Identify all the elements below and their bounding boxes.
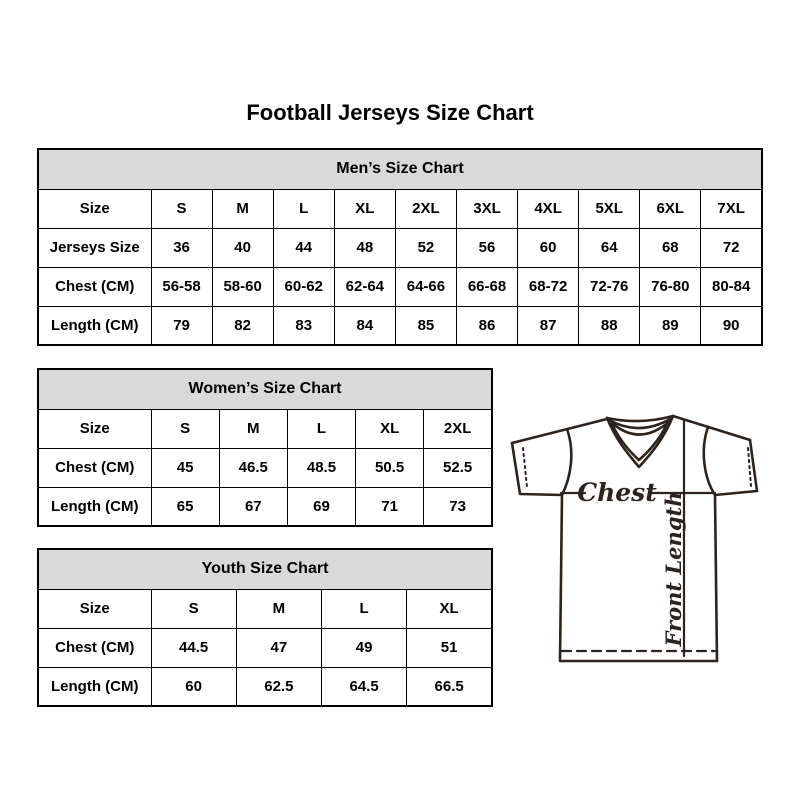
value-cell: 71 <box>356 487 424 526</box>
header-cell: L <box>273 189 334 228</box>
value-cell: 52.5 <box>424 448 492 487</box>
value-cell: 85 <box>395 306 456 345</box>
value-cell: 80-84 <box>701 267 762 306</box>
data-row <box>38 228 762 267</box>
value-cell: 65 <box>151 487 219 526</box>
header-cell: Size <box>38 589 151 628</box>
value-cell: 45 <box>151 448 219 487</box>
value-cell: 50.5 <box>356 448 424 487</box>
header-cell: S <box>151 189 212 228</box>
data-row <box>38 267 762 306</box>
value-cell: 69 <box>287 487 355 526</box>
header-cell: XL <box>334 189 395 228</box>
header-cell: L <box>322 589 407 628</box>
value-cell: 84 <box>334 306 395 345</box>
value-cell: 67 <box>219 487 287 526</box>
header-cell: XL <box>407 589 492 628</box>
front-length-label: Front Length <box>661 491 686 647</box>
jersey-collar-back-1 <box>607 416 673 421</box>
value-cell: 66.5 <box>407 667 492 706</box>
value-cell: 68-72 <box>518 267 579 306</box>
table-caption-row <box>38 369 492 409</box>
header-cell: 2XL <box>395 189 456 228</box>
header-cell: Length (CM) <box>38 667 151 706</box>
header-cell: 2XL <box>424 409 492 448</box>
value-cell: 49 <box>322 628 407 667</box>
page-title: Football Jerseys Size Chart <box>246 100 534 125</box>
value-cell: 60-62 <box>273 267 334 306</box>
header-cell: M <box>219 409 287 448</box>
header-cell: Chest (CM) <box>38 448 151 487</box>
value-cell: 51 <box>407 628 492 667</box>
jersey-left-sleeve <box>512 443 562 495</box>
value-cell: 62.5 <box>236 667 321 706</box>
header-cell: S <box>151 589 236 628</box>
womens-size-table <box>37 368 493 527</box>
header-cell: Size <box>38 409 151 448</box>
header-cell: S <box>151 409 219 448</box>
header-cell: 3XL <box>456 189 517 228</box>
value-cell: 82 <box>212 306 273 345</box>
value-cell: 60 <box>151 667 236 706</box>
header-cell: 4XL <box>518 189 579 228</box>
jersey-left-armhole <box>562 429 571 495</box>
value-cell: 73 <box>424 487 492 526</box>
header-cell: Length (CM) <box>38 306 151 345</box>
jersey-right-armhole <box>704 427 715 495</box>
jersey-body <box>560 495 717 661</box>
value-cell: 83 <box>273 306 334 345</box>
value-cell: 56 <box>456 228 517 267</box>
header-cell: XL <box>356 409 424 448</box>
header-cell: Size <box>38 189 151 228</box>
header-cell: 7XL <box>701 189 762 228</box>
value-cell: 36 <box>151 228 212 267</box>
jersey-right-cuff-stitch <box>748 448 751 486</box>
value-cell: 40 <box>212 228 273 267</box>
value-cell: 52 <box>395 228 456 267</box>
table-title: Women’s Size Chart <box>38 369 492 409</box>
value-cell: 44.5 <box>151 628 236 667</box>
value-cell: 89 <box>640 306 701 345</box>
value-cell: 72 <box>701 228 762 267</box>
value-cell: 60 <box>518 228 579 267</box>
header-cell: Jerseys Size <box>38 228 151 267</box>
column-header-row <box>38 409 492 448</box>
data-row <box>38 306 762 345</box>
data-row <box>38 487 492 526</box>
table-caption-row <box>38 149 762 189</box>
data-row <box>38 628 492 667</box>
column-header-row <box>38 189 762 228</box>
value-cell: 56-58 <box>151 267 212 306</box>
mens-size-table <box>37 148 763 346</box>
value-cell: 48.5 <box>287 448 355 487</box>
value-cell: 48 <box>334 228 395 267</box>
header-cell: 5XL <box>579 189 640 228</box>
data-row <box>38 448 492 487</box>
table-title: Men’s Size Chart <box>38 149 762 189</box>
header-cell: M <box>236 589 321 628</box>
value-cell: 72-76 <box>579 267 640 306</box>
value-cell: 58-60 <box>212 267 273 306</box>
header-cell: M <box>212 189 273 228</box>
youth-size-table <box>37 548 493 707</box>
table-title: Youth Size Chart <box>38 549 492 589</box>
header-cell: Chest (CM) <box>38 267 151 306</box>
column-header-row <box>38 589 492 628</box>
data-row <box>38 667 492 706</box>
value-cell: 90 <box>701 306 762 345</box>
value-cell: 47 <box>236 628 321 667</box>
value-cell: 64 <box>579 228 640 267</box>
jersey-left-shoulder <box>512 419 607 443</box>
value-cell: 88 <box>579 306 640 345</box>
value-cell: 64.5 <box>322 667 407 706</box>
value-cell: 79 <box>151 306 212 345</box>
value-cell: 64-66 <box>395 267 456 306</box>
value-cell: 66-68 <box>456 267 517 306</box>
header-cell: 6XL <box>640 189 701 228</box>
value-cell: 44 <box>273 228 334 267</box>
value-cell: 76-80 <box>640 267 701 306</box>
jersey-measurement-diagram <box>500 398 780 678</box>
chest-label: Chest <box>577 478 657 507</box>
value-cell: 62-64 <box>334 267 395 306</box>
value-cell: 68 <box>640 228 701 267</box>
value-cell: 86 <box>456 306 517 345</box>
jersey-left-cuff-stitch <box>523 448 527 487</box>
header-cell: Length (CM) <box>38 487 151 526</box>
value-cell: 87 <box>518 306 579 345</box>
table-caption-row <box>38 549 492 589</box>
value-cell: 46.5 <box>219 448 287 487</box>
header-cell: L <box>287 409 355 448</box>
header-cell: Chest (CM) <box>38 628 151 667</box>
